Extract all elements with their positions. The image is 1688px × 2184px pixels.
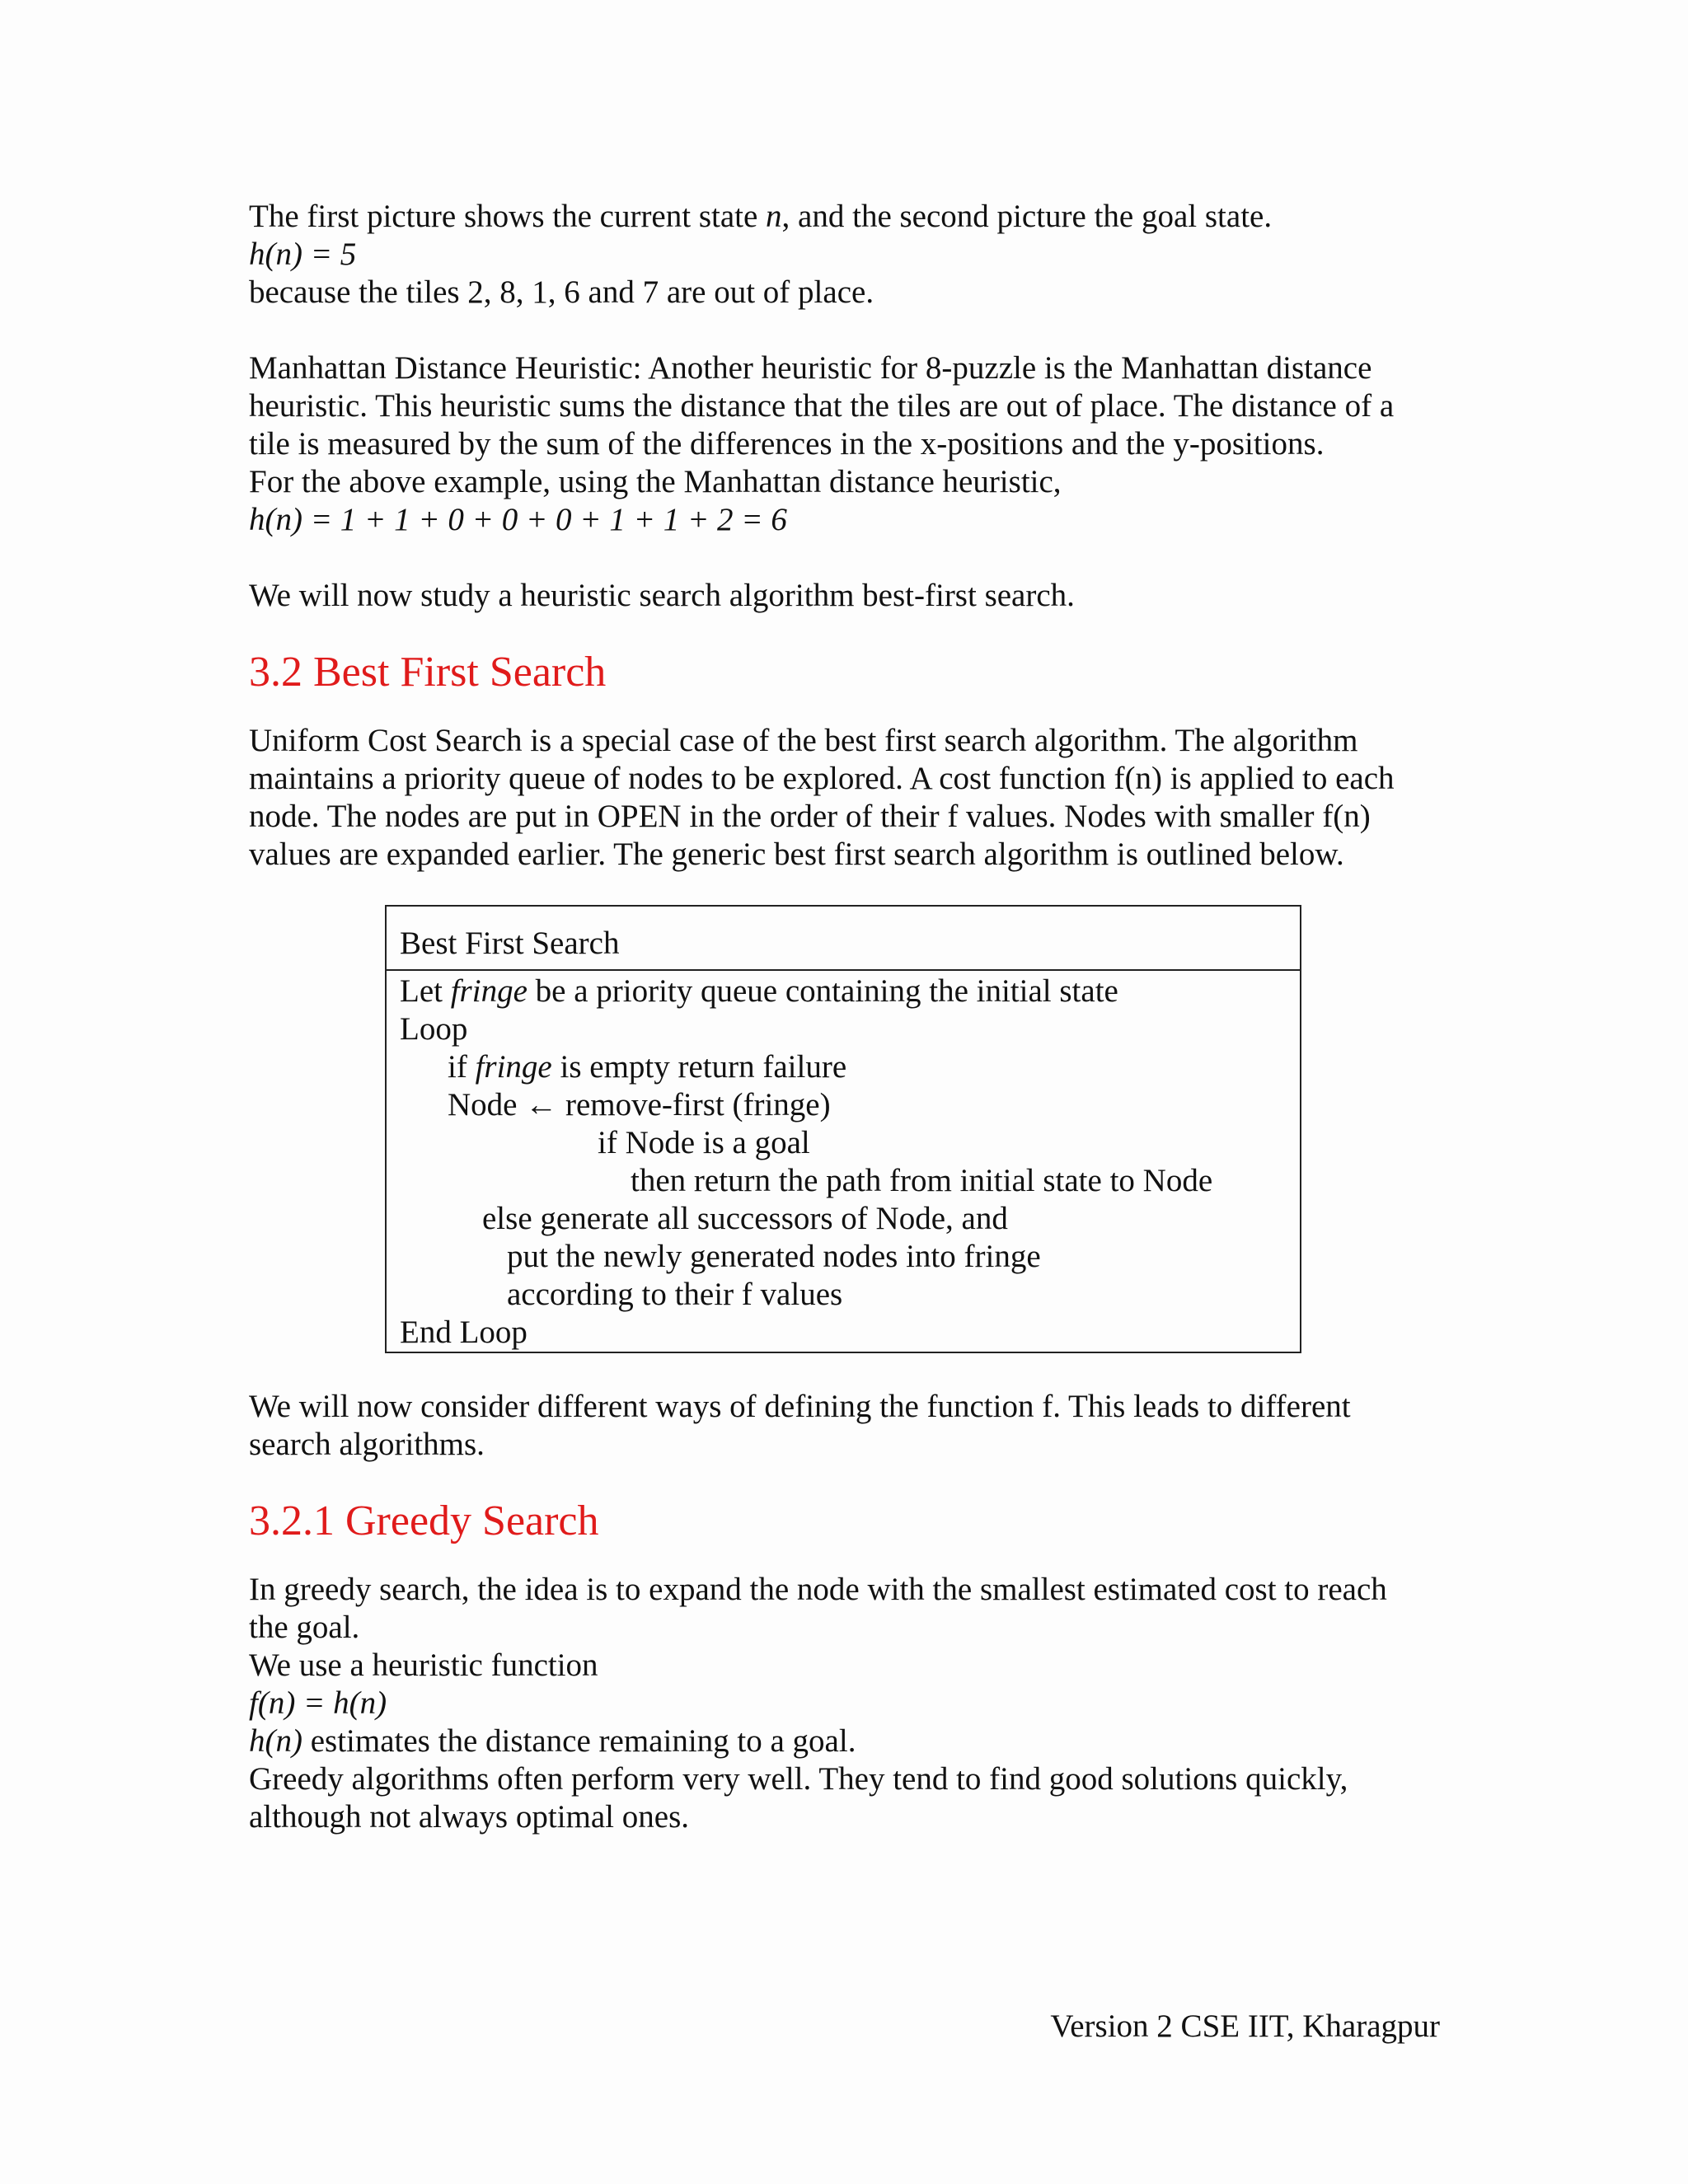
manhattan-line-1: Manhattan Distance Heuristic: Another heuristic for 8-puzzle is the Manhattan distance [249,350,1372,386]
transition-line: We will now study a heuristic search algorithm best-first search. [249,578,1075,613]
algo-let-line [400,972,1287,1010]
algo-loop-line: Loop [400,1011,468,1047]
best-first-line-3: node. The nodes are put in OPEN in the order of their f values. Nodes with smaller f(n) [249,799,1371,834]
best-first-line-4: values are expanded earlier. The generic best first search algorithm is outlined below. [249,837,1344,872]
intro-var-n: n [766,199,782,234]
greedy-line-5: Greedy algorithms often perform very well. They tend to find good solutions quickly, [249,1761,1348,1797]
after-algo-line-2: search algorithms. [249,1427,485,1462]
algo-fringe-var: fringe [475,1049,552,1085]
greedy-hn-var: h(n) [249,1723,302,1759]
page-content [249,198,1452,1836]
best-first-line-2: maintains a priority queue of nodes to be explored. A cost function f(n) is applied to each [249,761,1395,796]
algo-remove-first-line: Node ← remove-first (fringe) [448,1087,831,1122]
algo-if-rest: is empty return failure [551,1049,847,1085]
intro-text-a: The first picture shows the current state [249,199,767,234]
greedy-line-3: We use a heuristic function [249,1647,598,1683]
hn-value-formula: h(n) = 5 [249,237,357,272]
algo-if-text: if [448,1049,476,1085]
greedy-line-6: although not always optimal ones. [249,1799,690,1835]
greedy-hn-rest: estimates the distance remaining to a goal. [302,1723,856,1759]
greedy-line-1: In greedy search, the idea is to expand the node with the smallest estimated cost to reach [249,1572,1387,1607]
algo-else-line: else generate all successors of Node, and [482,1201,1008,1236]
algo-let-text: Let [400,973,451,1009]
page-footer: Version 2 CSE IIT, Kharagpur [1050,2008,1440,2044]
algo-then-return-line: then return the path from initial state to Node [631,1163,1213,1198]
section-heading-best-first: 3.2 Best First Search [249,649,607,696]
manhattan-line-3: tile is measured by the sum of the differences in the x-positions and the y-positions. [249,426,1325,462]
algo-fringe-var: fringe [450,973,528,1009]
section-heading-greedy: 3.2.1 Greedy Search [249,1497,599,1544]
greedy-formula: f(n) = h(n) [249,1685,387,1721]
algo-if-goal-line: if Node is a goal [598,1125,810,1160]
algorithm-body [387,971,1300,1352]
algorithm-box [385,905,1301,1353]
spacer [249,312,1452,349]
intro-line-3: because the tiles 2, 8, 1, 6 and 7 are out of place. [249,274,874,310]
manhattan-line-4: For the above example, using the Manhattan distance heuristic, [249,464,1062,499]
algo-put-line: put the newly generated nodes into fringe [507,1239,1041,1274]
greedy-hn-line [249,1722,1452,1760]
algorithm-title: Best First Search [387,907,1300,971]
algo-let-rest: be a priority queue containing the initial state [527,973,1118,1009]
algo-according-line: according to their f values [507,1277,843,1312]
greedy-line-2: the goal. [249,1610,360,1645]
algo-end-loop-line: End Loop [400,1315,528,1350]
algo-if-empty-line [400,1048,1287,1086]
after-algo-line-1: We will now consider different ways of defining the function f. This leads to different [249,1389,1351,1424]
spacer [249,539,1452,577]
manhattan-formula: h(n) = 1 + 1 + 0 + 0 + 0 + 1 + 1 + 2 = 6 [249,502,787,537]
intro-text-b: , and the second picture the goal state. [781,199,1273,234]
best-first-line-1: Uniform Cost Search is a special case of the best first search algorithm. The algorithm [249,723,1358,758]
manhattan-line-2: heuristic. This heuristic sums the distance that the tiles are out of place. The distance of a [249,388,1395,424]
intro-line-1 [249,198,1452,236]
